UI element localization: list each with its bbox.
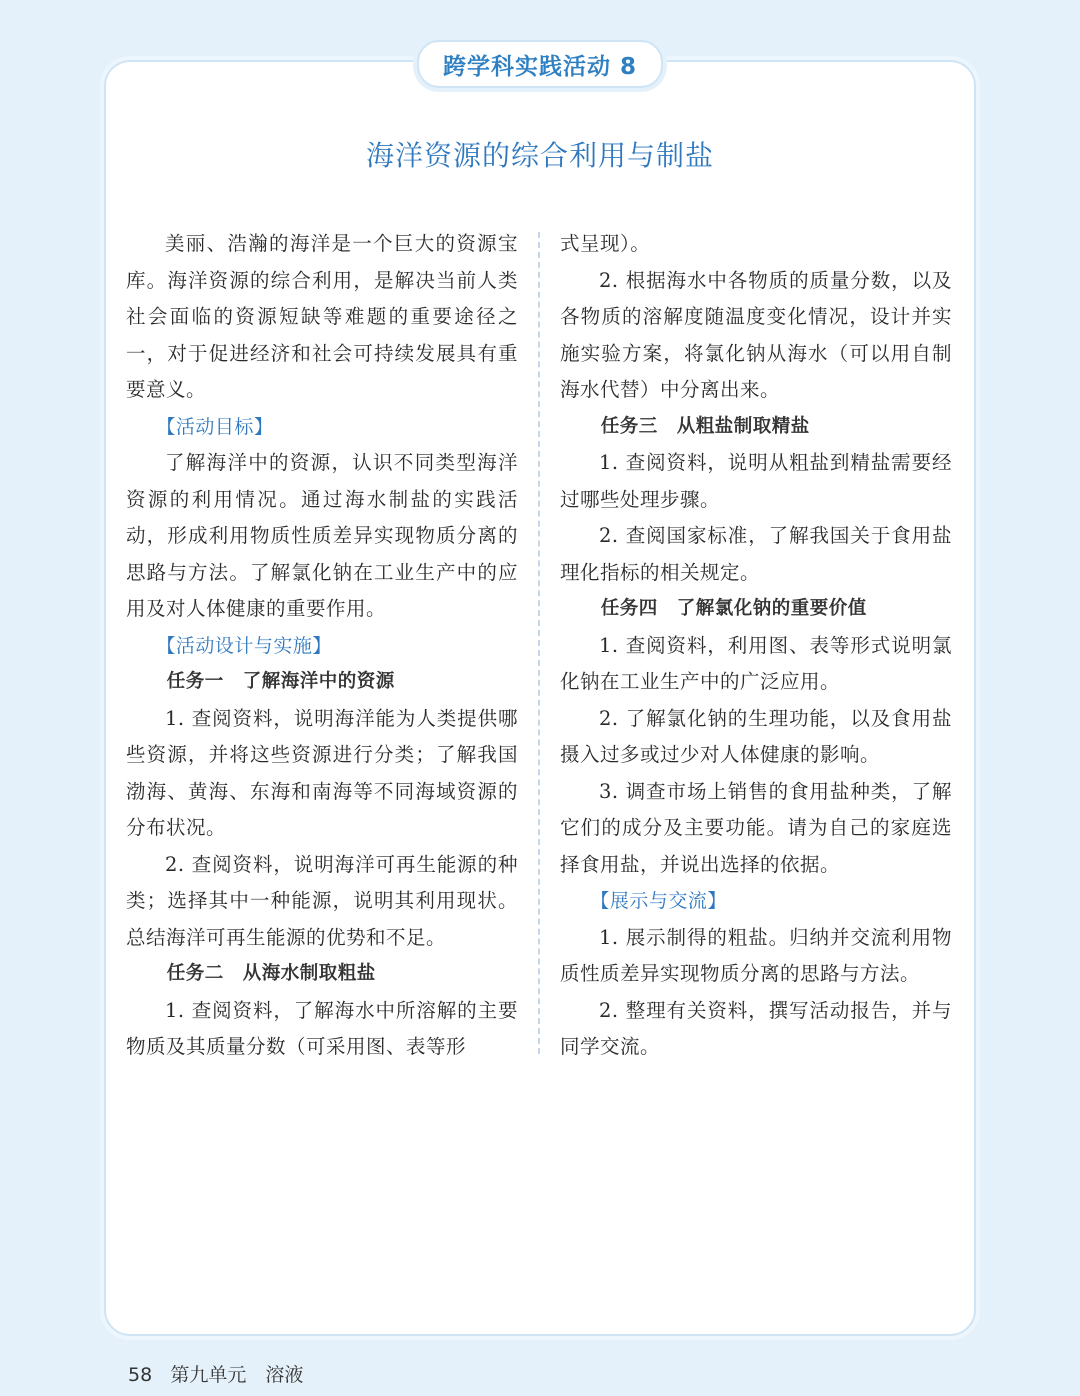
left-column <box>126 226 518 1066</box>
right-column <box>560 226 952 1066</box>
task4-title: 任务四 了解氯化钠的重要价值 <box>600 598 867 619</box>
task2-item2: 2. 根据海水中各物质的质量分数，以及各物质的溶解度随温度变化情况，设计并实施实验方案，将氯化钠从海水（可以用自制海水代替）中分离出来。 <box>560 268 952 401</box>
activity-tag: 跨学科实践活动 8 <box>417 40 663 88</box>
unit-label: 第九单元 溶液 <box>170 1364 304 1386</box>
task1-item2: 2. 查阅资料，说明海洋可再生能源的种类；选择其中一种能源，说明其利用现状。总结海洋可再生能源的优势和不足。 <box>126 852 518 949</box>
show-heading: 【展示与交流】 <box>590 890 727 912</box>
task2-item1: 1. 查阅资料，了解海水中所溶解的主要物质及其质量分数（可采用图、表等形 <box>126 998 518 1058</box>
intro-paragraph: 美丽、浩瀚的海洋是一个巨大的资源宝库。海洋资源的综合利用，是解决当前人类社会面临的资源短缺等难题的重要途径之一，对于促进经济和社会可持续发展具有重要意义。 <box>126 232 518 401</box>
page-number: 58 <box>128 1364 153 1386</box>
task1-item1: 1. 查阅资料，说明海洋能为人类提供哪些资源，并将这些资源进行分类；了解我国渤海、黄海、东海和南海等不同海域资源的分布状况。 <box>126 706 518 839</box>
task4-item1: 1. 查阅资料，利用图、表等形式说明氯化钠在工业生产中的广泛应用。 <box>560 633 952 693</box>
column-divider <box>538 232 540 1054</box>
page-footer <box>128 1360 303 1387</box>
task3-title: 任务三 从粗盐制取精盐 <box>600 415 810 437</box>
task1-title: 任务一 了解海洋中的资源 <box>166 671 395 692</box>
show-item1: 1. 展示制得的粗盐。归纳并交流利用物质性质差异实现物质分离的思路与方法。 <box>560 925 952 985</box>
task4-item3: 3. 调查市场上销售的食用盐种类，了解它们的成分及主要功能。请为自己的家庭选择食用盐，并说出选择的依据。 <box>560 779 952 876</box>
goal-paragraph: 了解海洋中的资源，认识不同类型海洋资源的利用情况。通过海水制盐的实践活动，形成利用物质性质差异实现物质分离的思路与方法。了解氯化钠在工业生产中的应用及对人体健康的重要作用。 <box>126 451 518 620</box>
task3-item2: 2. 查阅国家标准，了解我国关于食用盐理化指标的相关规定。 <box>560 524 952 584</box>
design-heading: 【活动设计与实施】 <box>156 634 332 657</box>
task2-item1-continued: 式呈现）。 <box>560 232 651 255</box>
task2-title: 任务二 从海水制取粗盐 <box>166 963 376 984</box>
show-item2: 2. 整理有关资料，撰写活动报告，并与同学交流。 <box>560 998 952 1058</box>
task3-item1: 1. 查阅资料，说明从粗盐到精盐需要经过哪些处理步骤。 <box>560 451 952 511</box>
task4-item2: 2. 了解氯化钠的生理功能，以及食用盐摄入过多或过少对人体健康的影响。 <box>560 706 952 766</box>
page-title: 海洋资源的综合利用与制盐 <box>365 139 714 172</box>
goal-heading: 【活动目标】 <box>156 415 274 438</box>
